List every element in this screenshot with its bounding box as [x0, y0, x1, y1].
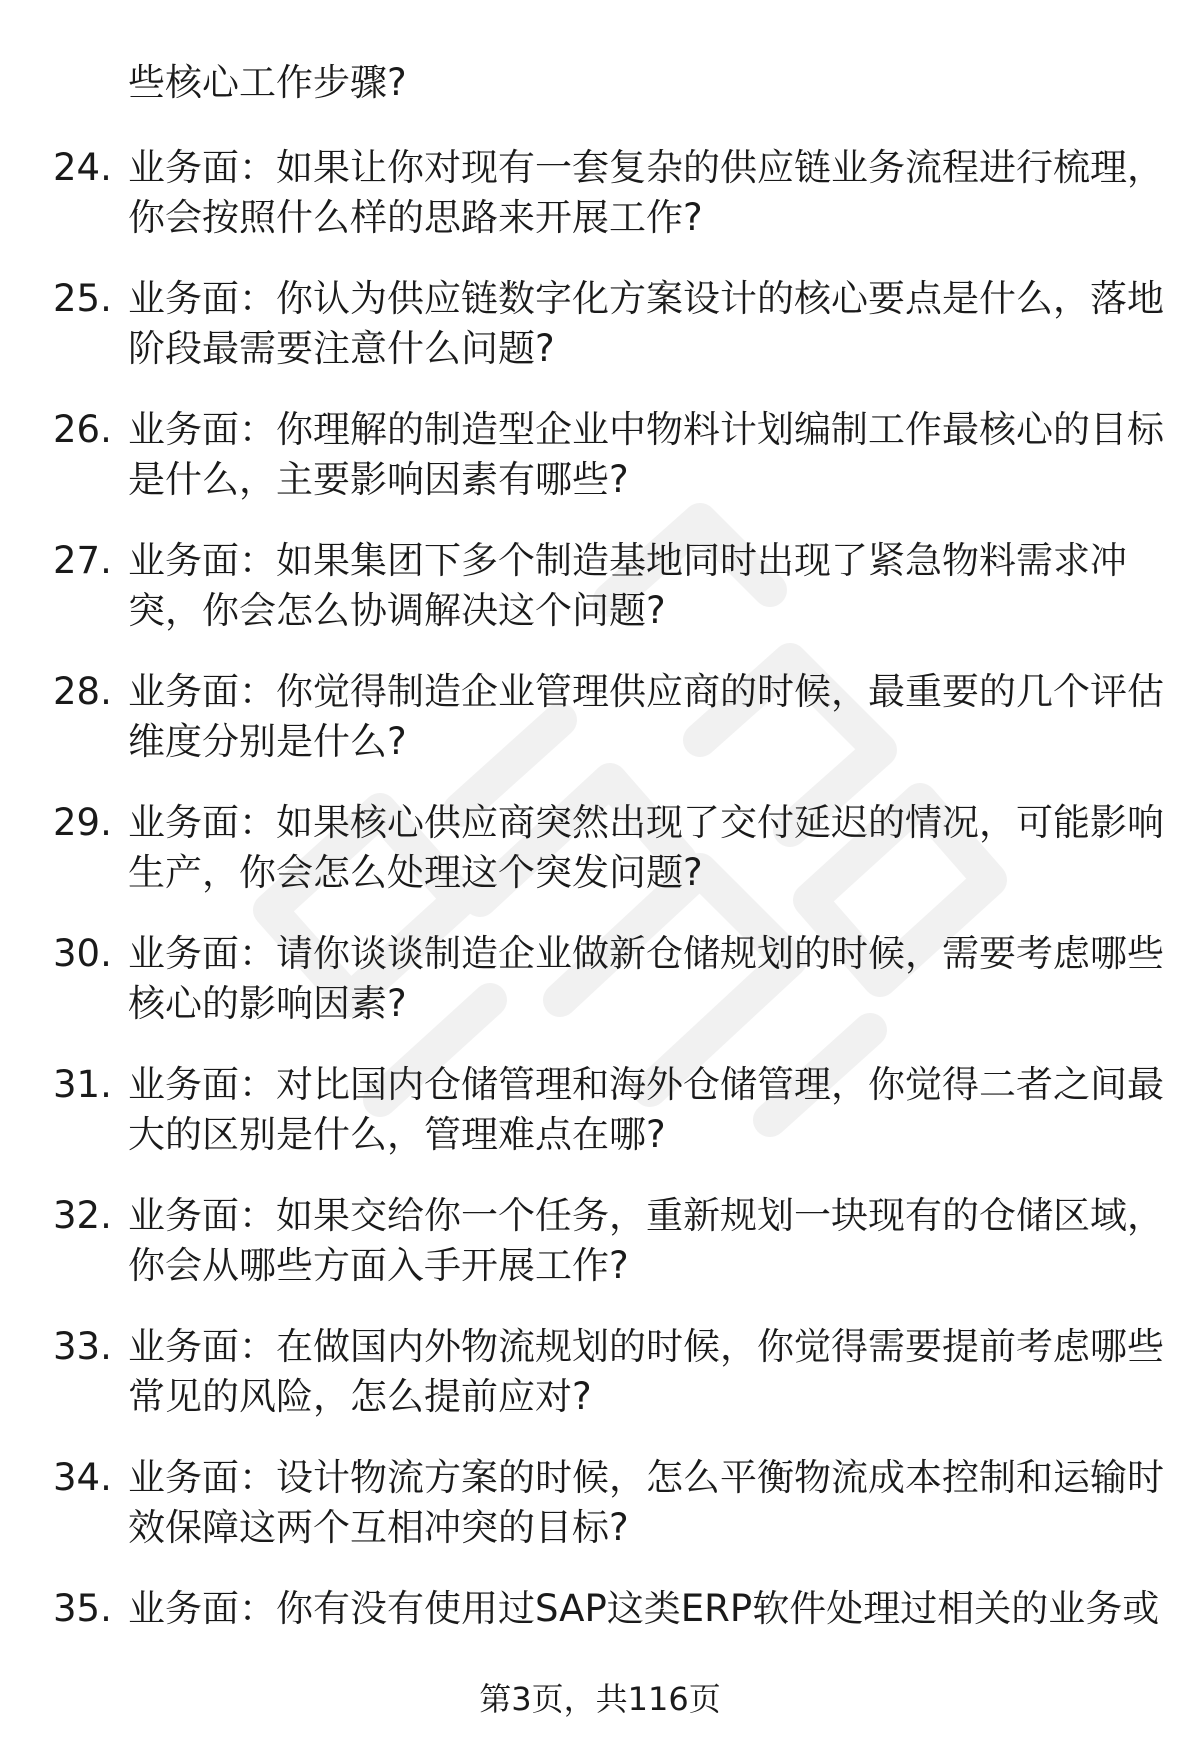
question-text-line: 业务面：对比国内仓储管理和海外仓储管理，你觉得二者之间最 — [128, 1063, 1164, 1106]
question-text — [128, 1060, 1164, 1160]
question-text-line: 常见的风险，怎么提前应对? — [128, 1375, 592, 1418]
question-text-line: 生产，你会怎么处理这个突发问题? — [128, 851, 703, 894]
question-item — [0, 536, 1200, 667]
question-text-line: 阶段最需要注意什么问题? — [128, 327, 555, 370]
question-text-line: 业务面：如果集团下多个制造基地同时出现了紧急物料需求冲 — [128, 539, 1127, 582]
question-number: 25. — [53, 277, 112, 320]
question-text — [128, 798, 1164, 898]
question-text-line: 业务面：你觉得制造企业管理供应商的时候，最重要的几个评估 — [128, 670, 1164, 713]
question-text-line: 业务面：如果交给你一个任务，重新规划一块现有的仓储区域， — [128, 1194, 1164, 1237]
question-item — [0, 1453, 1200, 1584]
question-text-line: 业务面：如果让你对现有一套复杂的供应链业务流程进行梳理， — [128, 146, 1164, 189]
question-item — [0, 929, 1200, 1060]
question-item — [0, 143, 1200, 274]
question-number: 28. — [53, 670, 112, 713]
question-item — [0, 798, 1200, 929]
question-number: 26. — [53, 408, 112, 451]
question-text-line: 是什么，主要影响因素有哪些? — [128, 458, 629, 501]
question-number: 31. — [53, 1063, 112, 1106]
question-number: 27. — [53, 539, 112, 582]
question-list — [0, 143, 1200, 1715]
question-text-line: 业务面：你认为供应链数字化方案设计的核心要点是什么，落地 — [128, 277, 1164, 320]
question-text-line: 效保障这两个互相冲突的目标? — [128, 1506, 629, 1549]
question-number: 33. — [53, 1325, 112, 1368]
question-item — [0, 405, 1200, 536]
question-text-line: 你会按照什么样的思路来开展工作? — [128, 196, 703, 239]
question-text — [128, 667, 1164, 767]
question-item — [0, 1322, 1200, 1453]
question-text-line: 突，你会怎么协调解决这个问题? — [128, 589, 666, 632]
question-text — [128, 929, 1164, 1029]
question-text-line: 业务面：在做国内外物流规划的时候，你觉得需要提前考虑哪些 — [128, 1325, 1164, 1368]
question-text-line: 你会从哪些方面入手开展工作? — [128, 1244, 629, 1287]
question-item — [0, 1060, 1200, 1191]
question-text-line: 业务面：你理解的制造型企业中物料计划编制工作最核心的目标 — [128, 408, 1164, 451]
question-number: 34. — [53, 1456, 112, 1499]
question-item — [0, 1191, 1200, 1322]
page-footer: 第3页，共116页 — [479, 1680, 721, 1718]
question-text — [128, 1322, 1164, 1422]
question-text-line: 业务面：你有没有使用过SAP这类ERP软件处理过相关的业务或 — [128, 1587, 1160, 1630]
question-text-line: 业务面：设计物流方案的时候，怎么平衡物流成本控制和运输时 — [128, 1456, 1164, 1499]
question-text — [128, 1453, 1164, 1553]
question-text-line: 维度分别是什么? — [128, 720, 407, 763]
question-text — [128, 1584, 1159, 1634]
question-number: 24. — [53, 146, 112, 189]
question-text — [128, 405, 1164, 505]
question-text — [128, 536, 1127, 636]
question-item — [0, 667, 1200, 798]
question-text — [128, 274, 1164, 374]
question-text-line: 业务面：请你谈谈制造企业做新仓储规划的时候，需要考虑哪些 — [128, 932, 1164, 975]
question-item — [0, 274, 1200, 405]
question-text — [128, 1191, 1164, 1291]
question-number: 29. — [53, 801, 112, 844]
question-text-line: 核心的影响因素? — [128, 982, 407, 1025]
continuation-line: 些核心工作步骤? — [128, 61, 407, 104]
question-number: 35. — [53, 1587, 112, 1630]
question-text-line: 大的区别是什么，管理难点在哪? — [128, 1113, 666, 1156]
question-number: 30. — [53, 932, 112, 975]
question-number: 32. — [53, 1194, 112, 1237]
question-text — [128, 143, 1164, 243]
question-text-line: 业务面：如果核心供应商突然出现了交付延迟的情况，可能影响 — [128, 801, 1164, 844]
